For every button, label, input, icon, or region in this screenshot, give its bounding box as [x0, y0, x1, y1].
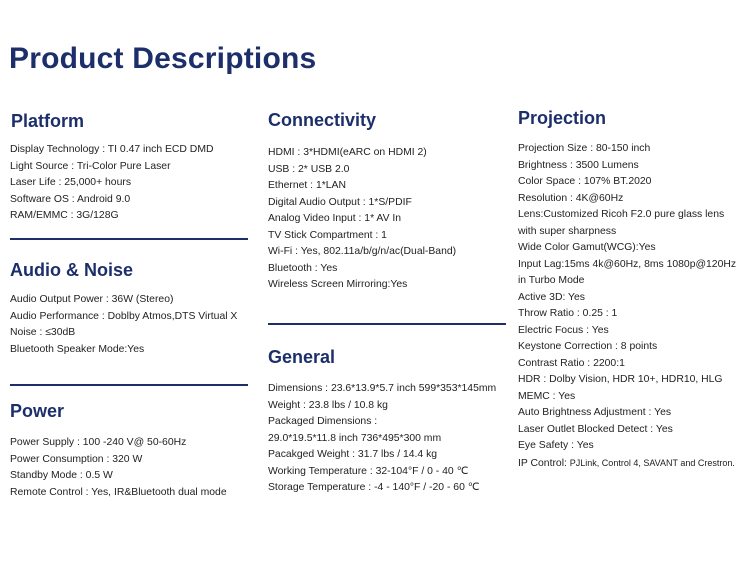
- spec-line: Remote Control : Yes, IR&Bluetooth dual mode: [10, 486, 227, 498]
- divider: [10, 384, 248, 386]
- section-title-audio: Audio & Noise: [10, 260, 134, 280]
- divider: [268, 323, 506, 325]
- spec-line: Wireless Screen Mirroring:Yes: [268, 279, 408, 290]
- spec-line: Keystone Correction : 8 points: [518, 341, 658, 352]
- power-spec-list: [10, 435, 227, 501]
- spec-line: TV Stick Compartment : 1: [268, 229, 387, 241]
- spec-line: Bluetooth : Yes: [268, 262, 338, 274]
- spec-line: Bluetooth Speaker Mode:Yes: [10, 343, 145, 355]
- spec-line: Active 3D: Yes: [518, 291, 586, 303]
- spec-line: Standby Mode : 0.5 W: [10, 470, 113, 481]
- platform-spec-list: [10, 142, 213, 225]
- spec-line: Analog Video Input : 1* AV In: [268, 213, 402, 224]
- section-title-connectivity: Connectivity: [268, 110, 377, 130]
- spec-line: HDMI : 3*HDMI(eARC on HDMI 2): [268, 147, 427, 158]
- spec-line: Pacakged Weight : 31.7 lbs / 14.4 kg: [268, 449, 438, 460]
- spec-line: Display Technology : TI 0.47 inch ECD DMD: [10, 144, 214, 155]
- projection-spec-list: [518, 141, 736, 472]
- spec-line: Auto Brightness Adjustment : Yes: [518, 407, 672, 418]
- spec-line: in Turbo Mode: [518, 275, 585, 286]
- divider: [10, 238, 248, 240]
- spec-line: Weight : 23.8 lbs / 10.8 kg: [268, 399, 388, 411]
- audio-spec-list: [10, 292, 237, 358]
- spec-line: Packaged Dimensions :: [268, 416, 378, 427]
- section-title-power: Power: [10, 401, 65, 421]
- spec-line: HDR : Dolby Vision, HDR 10+, HDR10, HLG: [518, 374, 723, 385]
- spec-line: Audio Performance : Doblby Atmos,DTS Virtual X: [10, 310, 238, 322]
- spec-line: Storage Temperature : -4 - 140°F / -20 - 60 ℃: [268, 482, 480, 493]
- spec-line: Contrast Ratio : 2200:1: [518, 357, 625, 369]
- spec-line: Laser Outlet Blocked Detect : Yes: [518, 423, 673, 435]
- section-title-general: General: [268, 347, 336, 367]
- spec-line: Working Temperature : 32-104°F / 0 - 40 ℃: [268, 465, 469, 477]
- spec-line: USB : 2* USB 2.0: [268, 163, 350, 175]
- spec-line: Projection Size : 80-150 inch: [518, 143, 651, 154]
- section-title-projection: Projection: [518, 108, 607, 128]
- spec-line: RAM/EMMC : 3G/128G: [10, 210, 119, 221]
- spec-line: Ethernet : 1*LAN: [268, 180, 346, 191]
- spec-line: Brightness : 3500 Lumens: [518, 159, 639, 171]
- spec-line: Color Space : 107% BT.2020: [518, 176, 652, 187]
- spec-line: Dimensions : 23.6*13.9*5.7 inch 599*353*145mm: [268, 383, 497, 394]
- section-title-platform: Platform: [11, 111, 85, 131]
- spec-line: Audio Output Power : 36W (Stereo): [10, 294, 174, 305]
- spec-line: Input Lag:15ms 4k@60Hz, 8ms 1080p@120Hz: [518, 258, 737, 270]
- spec-line: Resolution : 4K@60Hz: [518, 192, 624, 204]
- spec-line: with super sharpness: [518, 225, 617, 237]
- spec-line: 29.0*19.5*11.8 inch 736*495*300 mm: [268, 432, 442, 444]
- spec-line: Power Supply : 100 -240 V@ 50-60Hz: [10, 437, 187, 448]
- page-title: Product Descriptions: [9, 42, 317, 75]
- spec-line: MEMC : Yes: [518, 390, 576, 402]
- spec-line: Noise : ≤30dB: [10, 327, 76, 338]
- spec-line: Wide Color Gamut(WCG):Yes: [518, 242, 656, 253]
- spec-line: Software OS : Android 9.0: [10, 193, 131, 205]
- spec-line-ip-control: [518, 455, 736, 473]
- general-spec-list: [268, 381, 496, 497]
- spec-line: Wi-Fi : Yes, 802.11a/b/g/n/ac(Dual-Band): [268, 246, 457, 257]
- spec-line: Electric Focus : Yes: [518, 324, 609, 336]
- spec-line: Lens:Customized Ricoh F2.0 pure glass lens: [518, 209, 725, 220]
- spec-line: Power Consumption : 320 W: [10, 453, 143, 465]
- spec-line: Light Source : Tri-Color Pure Laser: [10, 160, 171, 172]
- spec-line: Eye Safety : Yes: [518, 440, 594, 451]
- spec-line: Throw Ratio : 0.25 : 1: [518, 308, 618, 319]
- connectivity-spec-list: [268, 145, 456, 294]
- ip-control-label: IP Control:: [518, 457, 570, 469]
- ip-control-value: PJLink, Control 4, SAVANT and Crestron.: [569, 457, 735, 468]
- spec-line: Laser Life : 25,000+ hours: [10, 177, 132, 188]
- spec-line: Digital Audio Output : 1*S/PDIF: [268, 196, 412, 208]
